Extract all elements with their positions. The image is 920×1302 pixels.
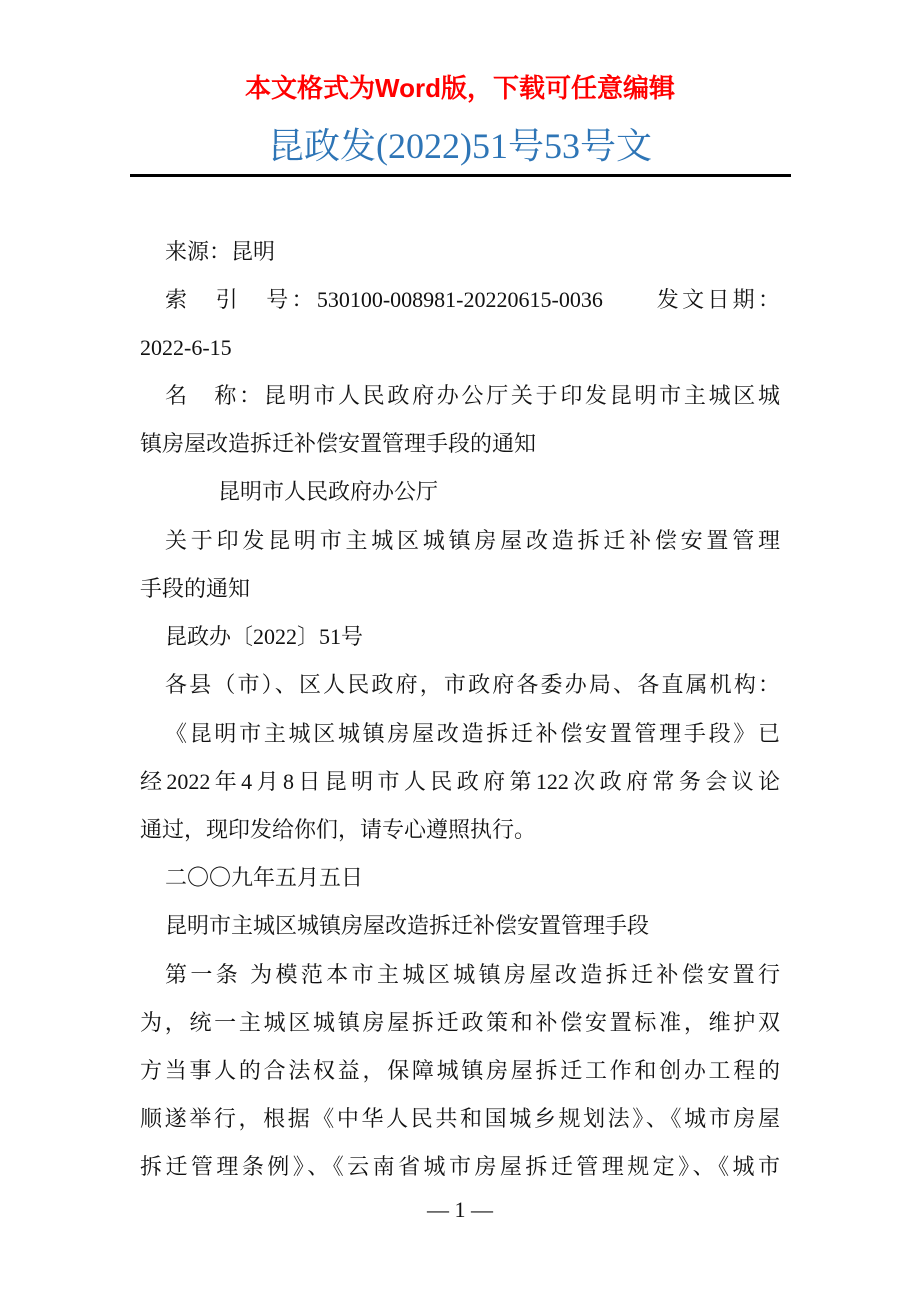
issuing-office: 昆明市人民政府办公厅	[218, 479, 439, 504]
article-one: 为，统一主城区城镇房屋拆迁政策和补偿安置标准，维护双	[140, 1010, 780, 1035]
article-one: 方当事人的合法权益，保障城镇房屋拆迁工作和创办工程的	[140, 1058, 780, 1083]
document-number: 昆政办〔2022〕51号	[165, 624, 364, 649]
body-text: 《昆明市主城区城镇房屋改造拆迁补偿安置管理手段》已	[165, 721, 780, 746]
document-title: 昆政发(2022)51号53号文	[268, 126, 652, 166]
page-number: — 1 —	[427, 1197, 493, 1222]
body-text: 通过，现印发给你们，请专心遵照执行。	[140, 817, 537, 842]
article-one: 拆迁管理条例》、《云南省城市房屋拆迁管理规定》、《城市	[140, 1154, 780, 1179]
measures-title: 昆明市主城区城镇房屋改造拆迁补偿安置管理手段	[165, 913, 650, 938]
notice-heading: 手段的通知	[140, 576, 251, 601]
download-banner: 本文格式为Word版，下载可任意编辑	[245, 73, 675, 103]
body-text: 经2022年4月8日昆明市人民政府第122次政府常务会议论	[140, 769, 780, 794]
addressees: 各县（市）、区人民政府，市政府各委办局、各直属机构：	[165, 672, 780, 697]
signing-date: 二〇〇九年五月五日	[165, 865, 364, 890]
issue-date: 2022-6-15	[140, 335, 232, 360]
document-name-line: 名 称：昆明市人民政府办公厅关于印发昆明市主城区城	[165, 383, 780, 408]
notice-heading: 关于印发昆明市主城区城镇房屋改造拆迁补偿安置管理	[165, 528, 780, 553]
index-number-line: 索 引 号：530100-008981-20220615-0036 发文日期：	[165, 287, 780, 312]
document-name-line: 镇房屋改造拆迁补偿安置管理手段的通知	[140, 431, 537, 456]
article-one: 顺遂举行，根据《中华人民共和国城乡规划法》、《城市房屋	[140, 1106, 780, 1131]
title-divider	[130, 174, 791, 177]
source-line: 来源：昆明	[165, 239, 276, 264]
article-one: 第一条 为模范本市主城区城镇房屋改造拆迁补偿安置行	[165, 962, 780, 987]
